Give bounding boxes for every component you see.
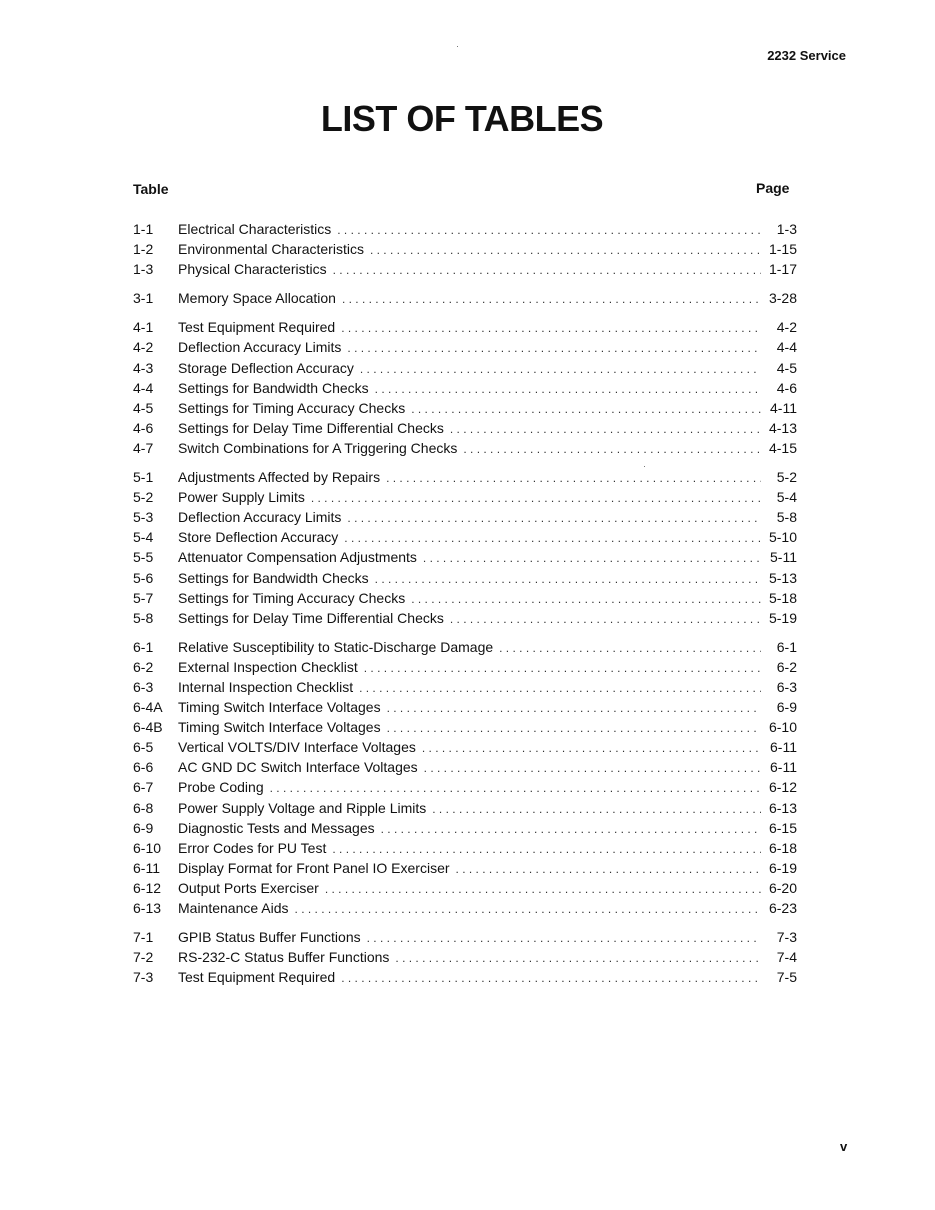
table-number: 5-8 — [133, 609, 154, 626]
list-item[interactable] — [133, 568, 797, 588]
dot-leader — [367, 928, 761, 948]
table-title: Probe Coding — [178, 779, 264, 796]
table-number: 6-10 — [133, 839, 162, 856]
dot-leader — [337, 220, 761, 240]
page-number: 6-11 — [770, 739, 797, 756]
table-title: Internal Inspection Checklist — [178, 678, 354, 695]
table-title: Settings for Timing Accuracy Checks — [178, 589, 406, 606]
table-title: Physical Characteristics — [178, 261, 327, 278]
list-item[interactable] — [133, 757, 797, 777]
table-number: 4-5 — [133, 399, 154, 416]
table-number: 6-8 — [133, 799, 154, 816]
dot-leader — [411, 399, 761, 419]
table-group — [133, 637, 797, 918]
list-item[interactable] — [133, 777, 797, 797]
table-number: 4-4 — [133, 379, 154, 396]
table-group — [133, 288, 797, 308]
list-item[interactable] — [133, 677, 797, 697]
list-item[interactable] — [133, 967, 797, 987]
page-number: 6-20 — [768, 879, 797, 896]
dot-leader — [375, 379, 761, 399]
table-number: 5-5 — [133, 549, 154, 566]
list-item[interactable] — [133, 507, 797, 527]
dot-leader — [450, 609, 761, 629]
table-group — [133, 927, 797, 987]
dot-leader — [423, 548, 761, 568]
page-number: 6-3 — [776, 678, 797, 695]
table-number: 6-7 — [133, 779, 154, 796]
dot-leader — [375, 569, 761, 589]
table-title: Settings for Bandwidth Checks — [178, 569, 369, 586]
table-number: 4-3 — [133, 359, 154, 376]
table-number: 1-2 — [133, 241, 154, 258]
dot-leader — [332, 839, 761, 859]
table-title: Environmental Characteristics — [178, 241, 364, 258]
page-number: 6-19 — [768, 859, 797, 876]
list-item[interactable] — [133, 838, 797, 858]
dot-leader — [360, 359, 761, 379]
dot-leader — [370, 240, 761, 260]
page-number: 4-5 — [776, 359, 797, 376]
scan-speck — [457, 46, 458, 47]
list-item[interactable] — [133, 398, 797, 418]
page-number: 5-10 — [768, 529, 797, 546]
dot-leader — [499, 638, 761, 658]
table-title: Output Ports Exerciser — [178, 879, 319, 896]
list-item[interactable] — [133, 947, 797, 967]
dot-leader — [395, 948, 761, 968]
list-item[interactable] — [133, 927, 797, 947]
table-list — [133, 219, 797, 996]
list-item[interactable] — [133, 378, 797, 398]
list-item[interactable] — [133, 818, 797, 838]
list-item[interactable] — [133, 239, 797, 259]
list-item[interactable] — [133, 418, 797, 438]
list-item[interactable] — [133, 878, 797, 898]
list-item[interactable] — [133, 288, 797, 308]
table-title: RS-232-C Status Buffer Functions — [178, 949, 390, 966]
table-group — [133, 467, 797, 628]
table-title: Attenuator Compensation Adjustments — [178, 549, 417, 566]
list-item[interactable] — [133, 467, 797, 487]
table-title: AC GND DC Switch Interface Voltages — [178, 759, 418, 776]
table-title: Settings for Bandwidth Checks — [178, 379, 369, 396]
dot-leader — [347, 338, 761, 358]
dot-leader — [450, 419, 761, 439]
page-number: 6-13 — [768, 799, 797, 816]
table-number: 6-13 — [133, 900, 162, 916]
dot-leader — [381, 819, 761, 839]
table-title: Deflection Accuracy Limits — [178, 509, 342, 526]
page-number: 7-5 — [776, 969, 797, 986]
page-number: 6-1 — [776, 638, 797, 655]
page-number: 1-3 — [776, 221, 797, 237]
table-number: 6-2 — [133, 658, 154, 675]
page-number: 6-2 — [776, 658, 797, 675]
table-title: Timing Switch Interface Voltages — [178, 719, 381, 736]
table-number: 5-3 — [133, 509, 154, 526]
table-title: Test Equipment Required — [178, 969, 336, 986]
table-title: Test Equipment Required — [178, 319, 336, 336]
dot-leader — [387, 698, 761, 718]
page-number: 4-13 — [768, 419, 797, 436]
list-item[interactable] — [133, 588, 797, 608]
list-item[interactable] — [133, 337, 797, 357]
table-number: 1-1 — [133, 221, 154, 237]
column-header-page: Page — [756, 180, 790, 196]
page-number: 4-11 — [770, 399, 797, 416]
table-number: 3-1 — [133, 290, 154, 307]
list-item[interactable] — [133, 717, 797, 737]
page-number: 5-11 — [770, 549, 797, 566]
dot-leader — [347, 508, 761, 528]
table-title: Deflection Accuracy Limits — [178, 339, 342, 356]
page-number: 7-4 — [776, 949, 797, 966]
table-title: Maintenance Aids — [178, 900, 289, 916]
table-number: 4-7 — [133, 439, 154, 456]
list-item[interactable] — [133, 608, 797, 628]
page-number: 6-11 — [770, 759, 797, 776]
page-number: 6-12 — [768, 779, 797, 796]
page-number: 1-17 — [768, 261, 797, 278]
table-title: Display Format for Front Panel IO Exerciser — [178, 859, 450, 876]
page-number: 1-15 — [768, 241, 797, 258]
dot-leader — [270, 778, 761, 798]
table-number: 5-2 — [133, 489, 154, 506]
page-number: 6-15 — [768, 819, 797, 836]
dot-leader — [424, 758, 761, 778]
page-number: 4-6 — [776, 379, 797, 396]
table-title: Power Supply Voltage and Ripple Limits — [178, 799, 427, 816]
dot-leader — [311, 488, 761, 508]
table-title: Memory Space Allocation — [178, 290, 336, 307]
page-number: 5-19 — [768, 609, 797, 626]
page-number: 5-18 — [768, 589, 797, 606]
table-number: 6-3 — [133, 678, 154, 695]
page-number: 7-3 — [776, 929, 797, 946]
list-item[interactable] — [133, 317, 797, 337]
dot-leader — [411, 589, 761, 609]
dot-leader — [325, 879, 761, 899]
table-number: 1-3 — [133, 261, 154, 278]
table-number: 6-4B — [133, 719, 163, 736]
table-number: 4-6 — [133, 419, 154, 436]
table-title: Adjustments Affected by Repairs — [178, 469, 381, 486]
table-title: Storage Deflection Accuracy — [178, 359, 354, 376]
table-title: Settings for Delay Time Differential Checks — [178, 419, 444, 436]
table-number: 6-4A — [133, 699, 163, 716]
table-group — [133, 317, 797, 458]
list-item[interactable] — [133, 259, 797, 279]
page-title: LIST OF TABLES — [320, 98, 604, 139]
list-item[interactable] — [133, 898, 797, 918]
page-number: 5-4 — [776, 489, 797, 506]
dot-leader — [387, 718, 761, 738]
page-number: 5-8 — [776, 509, 797, 526]
page-number: 5-13 — [768, 569, 797, 586]
table-title: Settings for Delay Time Differential Checks — [178, 609, 444, 626]
table-number: 6-1 — [133, 638, 154, 655]
dot-leader — [341, 318, 761, 338]
table-title: Timing Switch Interface Voltages — [178, 699, 381, 716]
table-number: 6-11 — [133, 859, 160, 876]
table-title: Vertical VOLTS/DIV Interface Voltages — [178, 739, 416, 756]
list-item[interactable] — [133, 438, 797, 458]
dot-leader — [364, 658, 761, 678]
table-title: Settings for Timing Accuracy Checks — [178, 399, 406, 416]
table-number: 5-4 — [133, 529, 154, 546]
page-number: 6-18 — [768, 839, 797, 856]
list-item[interactable] — [133, 527, 797, 547]
table-group — [133, 219, 797, 279]
dot-leader — [295, 899, 761, 919]
list-item[interactable] — [133, 219, 797, 239]
table-title: Electrical Characteristics — [178, 221, 332, 237]
list-item[interactable] — [133, 657, 797, 677]
page-number: 4-4 — [776, 339, 797, 356]
page-number: 6-10 — [768, 719, 797, 736]
list-item[interactable] — [133, 798, 797, 818]
table-number: 6-5 — [133, 739, 154, 756]
page-number: 5-2 — [776, 469, 797, 486]
table-title: Switch Combinations for A Triggering Checks — [178, 439, 458, 456]
list-item[interactable] — [133, 637, 797, 657]
table-number: 5-1 — [133, 469, 154, 486]
table-title: Store Deflection Accuracy — [178, 529, 339, 546]
dot-leader — [359, 678, 761, 698]
table-number: 6-6 — [133, 759, 154, 776]
running-head: 2232 Service — [767, 48, 846, 63]
table-number: 7-2 — [133, 949, 154, 966]
table-number: 5-7 — [133, 589, 154, 606]
table-title: Relative Susceptibility to Static-Discharge Damage — [178, 638, 494, 655]
table-number: 4-1 — [133, 319, 154, 336]
dot-leader — [422, 738, 761, 758]
table-title: External Inspection Checklist — [178, 658, 358, 675]
table-number: 7-3 — [133, 969, 154, 986]
table-number: 5-6 — [133, 569, 154, 586]
list-item[interactable] — [133, 737, 797, 757]
dot-leader — [456, 859, 761, 879]
page-number: 6-9 — [776, 699, 797, 716]
list-item[interactable] — [133, 547, 797, 567]
page-number: 6-23 — [768, 900, 797, 916]
table-number: 6-9 — [133, 819, 154, 836]
table-number: 7-1 — [133, 929, 154, 946]
column-header-table: Table — [133, 181, 169, 197]
table-number: 4-2 — [133, 339, 154, 356]
page-number: 4-2 — [776, 319, 797, 336]
page-folio: v — [840, 1139, 848, 1154]
dot-leader — [341, 968, 761, 988]
list-item[interactable] — [133, 697, 797, 717]
dot-leader — [344, 528, 761, 548]
page-number: 3-28 — [768, 290, 797, 307]
dot-leader — [342, 289, 761, 309]
list-item[interactable] — [133, 487, 797, 507]
dot-leader — [386, 468, 761, 488]
page-number: 4-15 — [768, 439, 797, 456]
table-title: Error Codes for PU Test — [178, 839, 327, 856]
table-title: Power Supply Limits — [178, 489, 305, 506]
table-title: GPIB Status Buffer Functions — [178, 929, 361, 946]
list-item[interactable] — [133, 358, 797, 378]
list-item[interactable] — [133, 858, 797, 878]
dot-leader — [463, 439, 761, 459]
dot-leader — [333, 260, 761, 280]
table-title: Diagnostic Tests and Messages — [178, 819, 375, 836]
dot-leader — [432, 799, 761, 819]
table-number: 6-12 — [133, 879, 162, 896]
